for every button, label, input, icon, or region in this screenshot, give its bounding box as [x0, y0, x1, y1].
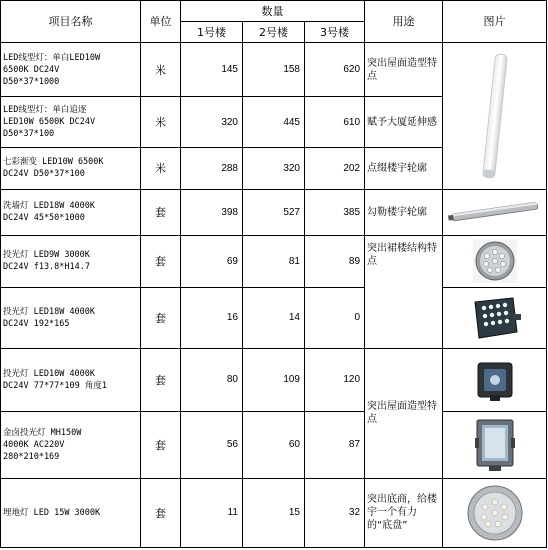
qty-building-2: 527 — [243, 189, 305, 235]
item-name-line: 投光灯 LED10W 4000K — [3, 368, 96, 379]
wall-washer-image — [446, 197, 544, 227]
use-cell: 突出屋面造型特点 — [365, 348, 443, 478]
item-name-line: LED线型灯：单白追逐 — [3, 105, 87, 116]
item-name-line: 6500K DC24V — [3, 64, 60, 75]
qty-building-1: 288 — [181, 147, 243, 189]
qty-building-2: 445 — [243, 97, 305, 147]
qty-building-1: 16 — [181, 288, 243, 349]
item-name-cell — [1, 97, 141, 147]
qty-building-3: 120 — [305, 348, 365, 411]
item-name-cell — [1, 288, 141, 349]
picture-cell — [443, 411, 547, 478]
table-row — [1, 348, 547, 411]
col-header-picture: 图片 — [443, 1, 547, 43]
qty-building-1: 11 — [181, 478, 243, 547]
unit-cell: 套 — [141, 411, 181, 478]
unit-cell: 套 — [141, 478, 181, 547]
picture-cell — [443, 189, 547, 235]
col-header-building-1: 1号楼 — [181, 21, 243, 42]
item-name-line: 投光灯 LED9W 3000K — [3, 250, 90, 261]
item-name-cell — [1, 42, 141, 96]
table-row — [1, 189, 547, 235]
qty-building-2: 320 — [243, 147, 305, 189]
qty-building-3: 0 — [305, 288, 365, 349]
unit-cell: 套 — [141, 348, 181, 411]
table-row — [1, 42, 547, 96]
table-row — [1, 478, 547, 547]
unit-cell: 米 — [141, 147, 181, 189]
qty-building-1: 320 — [181, 97, 243, 147]
item-name-line: 金卤投光灯 MH150W — [3, 427, 82, 438]
qty-building-2: 158 — [243, 42, 305, 96]
use-cell: 点缀楼宇轮廓 — [365, 147, 443, 189]
item-name-line: 埋地灯 LED 15W 3000K — [3, 507, 101, 518]
item-name-line: D50*37*100 — [3, 129, 55, 140]
item-name-line: 4000K AC220V — [3, 439, 65, 450]
item-name-line: DC24V f13.8*H14.7 — [3, 262, 90, 273]
item-name-line: 七彩渐变 LED10W 6500K — [3, 157, 104, 168]
qty-building-3: 620 — [305, 42, 365, 96]
col-header-name: 项目名称 — [1, 1, 141, 43]
inground-light-image — [465, 483, 525, 543]
table-row — [1, 235, 547, 287]
qty-building-2: 81 — [243, 235, 305, 287]
unit-cell: 米 — [141, 97, 181, 147]
col-header-quantity: 数量 — [181, 1, 365, 22]
qty-building-2: 109 — [243, 348, 305, 411]
item-name-cell — [1, 235, 141, 287]
item-name-line: 洗墙灯 LED18W 4000K — [3, 201, 96, 212]
use-cell: 突出屋面造型特点 — [365, 42, 443, 96]
led-linear-tube-image — [475, 50, 515, 182]
use-cell: 勾勒楼宇轮廓 — [365, 189, 443, 235]
col-header-building-3: 3号楼 — [305, 21, 365, 42]
picture-cell — [443, 288, 547, 349]
item-name-cell — [1, 411, 141, 478]
item-name-line: D50*37*1000 — [3, 76, 60, 87]
item-name-cell — [1, 348, 141, 411]
use-cell: 突出裙楼结构特点 — [365, 235, 443, 348]
qty-building-1: 80 — [181, 348, 243, 411]
item-name-line: DC24V 192*165 — [3, 318, 70, 329]
item-name-line: 投光灯 LED18W 4000K — [3, 306, 96, 317]
metal-halide-floodlight-image — [471, 416, 519, 474]
qty-building-3: 89 — [305, 235, 365, 287]
unit-cell: 套 — [141, 235, 181, 287]
floodlight-18w-image — [467, 294, 523, 342]
picture-cell — [443, 478, 547, 547]
item-name-cell — [1, 189, 141, 235]
floodlight-9w-image — [473, 239, 517, 283]
qty-building-3: 385 — [305, 189, 365, 235]
floodlight-10w-image — [470, 355, 520, 405]
qty-building-2: 15 — [243, 478, 305, 547]
table-row — [1, 411, 547, 478]
unit-cell: 米 — [141, 42, 181, 96]
picture-cell — [443, 235, 547, 287]
qty-building-3: 32 — [305, 478, 365, 547]
col-header-building-2: 2号楼 — [243, 21, 305, 42]
item-name-line: DC24V 45*50*1000 — [3, 213, 85, 224]
col-header-unit: 单位 — [141, 1, 181, 43]
item-name-line: LED10W 6500K DC24V — [3, 117, 96, 128]
use-cell: 赋予大厦延伸感 — [365, 97, 443, 147]
qty-building-1: 145 — [181, 42, 243, 96]
picture-cell — [443, 348, 547, 411]
picture-cell — [443, 42, 547, 189]
qty-building-1: 398 — [181, 189, 243, 235]
qty-building-1: 56 — [181, 411, 243, 478]
table-row — [1, 288, 547, 349]
item-name-cell — [1, 478, 141, 547]
use-cell: 突出底商，给楼宇一个有力的“底盘” — [365, 478, 443, 547]
unit-cell: 套 — [141, 288, 181, 349]
qty-building-2: 60 — [243, 411, 305, 478]
unit-cell: 套 — [141, 189, 181, 235]
col-header-use: 用途 — [365, 1, 443, 43]
item-name-cell — [1, 147, 141, 189]
qty-building-3: 87 — [305, 411, 365, 478]
qty-building-3: 202 — [305, 147, 365, 189]
qty-building-2: 14 — [243, 288, 305, 349]
qty-building-3: 610 — [305, 97, 365, 147]
item-name-line: LED线型灯：单白LED10W — [3, 52, 101, 63]
item-name-line: DC24V D50*37*100 — [3, 169, 85, 180]
item-name-line: 280*210*169 — [3, 451, 60, 462]
item-name-line: DC24V 77*77*109 角度1 — [3, 380, 107, 391]
qty-building-1: 69 — [181, 235, 243, 287]
header-row — [1, 1, 547, 22]
